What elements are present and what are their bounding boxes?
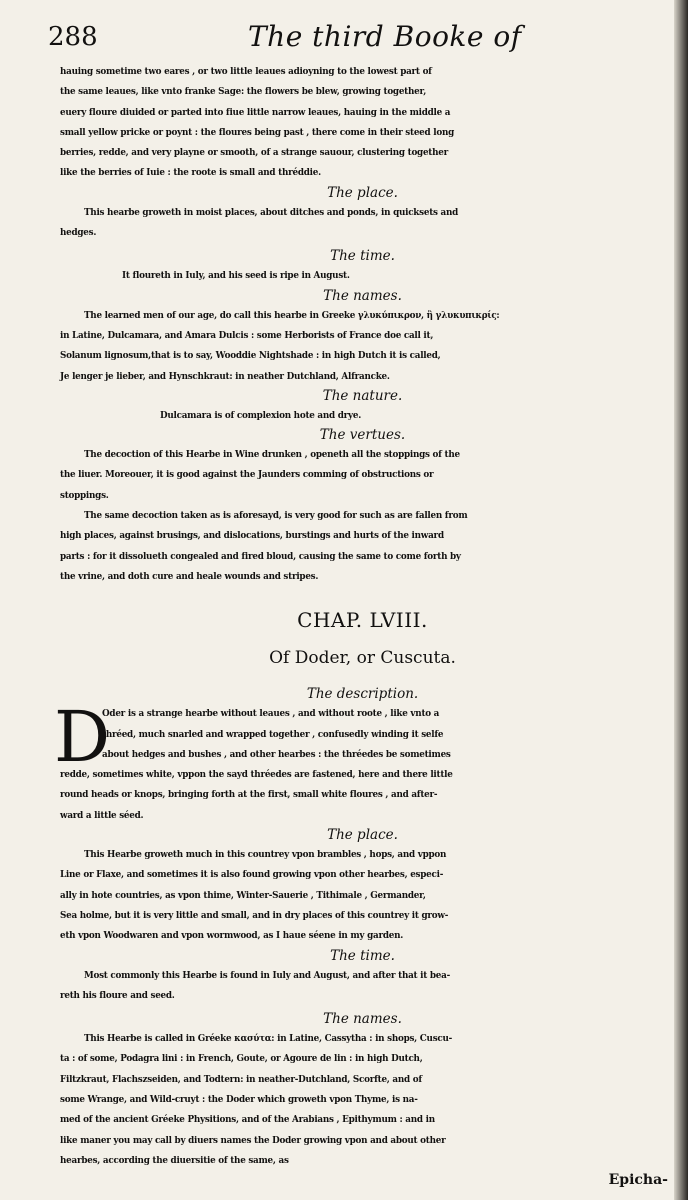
description-heading: The description. [306,686,419,703]
text-line: It floureth in Iuly, and his seed is ripe in August. [122,271,350,282]
text-line: thréed, much snarled and wrapped together , confusedly winding it selfe [102,729,444,740]
text-line: hearbes, according the diuersitie of the same, as [60,1155,289,1166]
text-line: Sea holme, but it is very little and small, and in dry places of this countrey it grow- [60,910,449,921]
text-line: The decoction of this Hearbe in Wine drunken , openeth all the stoppings of the [84,450,460,461]
text-line: the liuer. Moreouer, it is good against the Jaunders comming of obstructions or [60,470,434,481]
drop-cap: D [54,696,111,779]
running-header [48,20,658,54]
text-line: parts : for it dissolueth congealed and fired bloud, causing the same to come forth by [60,551,461,562]
text-line: The learned men of our age, do call this hearbe in Greeke γλυκύπικρον, ἢ γλυκυπικρίς: [84,310,500,321]
running-title: The third Booke of [248,20,522,53]
text-line: ward a little séed. [60,810,144,821]
text-line: Line or Flaxe, and sometimes it is also found growing vpon other hearbes, especi- [60,870,444,881]
text-line: This hearbe groweth in moist places, about ditches and ponds, in quicksets and [84,207,459,218]
text-line: hauing sometime two eares , or two little leaues adioyning to the lowest part of [60,67,432,77]
page-number: 288 [48,22,98,52]
time-heading: The time. [330,248,395,265]
text-line: some Wrange, and Wild-cruyt : the Doder which groweth vpon Thyme, is na- [60,1094,418,1105]
text-line: about hedges and bushes , and other hearbes : the thréedes be sometimes [102,749,451,760]
text-line: like maner you may call by diuers names the Doder growing vpon and about other [60,1135,446,1146]
page-edge-shadow [674,0,688,1200]
text-line: This Hearbe groweth much in this countrey vpon brambles , hops, and vppon [84,850,447,861]
text-line: the same leaues, like vnto franke Sage: the flowers be blew, growing together, [60,87,427,98]
text-line: stoppings. [60,490,109,501]
text-line: Oder is a strange hearbe without leaues , and without roote , like vnto a [102,709,440,720]
text-line: This Hearbe is called in Gréeke κασύτα: in Latine, Cassytha : in shops, Cuscu- [84,1034,453,1045]
text-line: small yellow pricke or poynt : the floures being past , there come in their steed long [60,127,454,138]
text-line: Dulcamara is of complexion hote and drye. [160,410,362,421]
description-paragraph [54,696,665,826]
text-line: round heads or knops, bringing forth at the first, small white floures , and after- [60,790,438,801]
text-line: berries, redde, and very playne or smooth, of a strange sauour, clustering together [60,148,448,159]
names-heading: The names. [323,287,402,304]
chapter-heading: CHAP. LVIII. [297,608,428,633]
text-line: Most commonly this Hearbe is found in Iuly and August, and after that it bea- [84,970,450,981]
text-line: ta : of some, Podagra lini : in French, Goute, or Agoure de lin : in high Dutch, [60,1054,423,1065]
text-line: like the berries of Iuie : the roote is small and thréddie. [60,168,321,179]
text-line: reth his floure and seed. [60,990,175,1001]
text-line: in Latine, Dulcamara, and Amara Dulcis : some Herborists of France doe call it, [60,330,434,341]
catchword: Epicha- [608,1172,668,1188]
names-heading: The names. [323,1011,402,1028]
text-line: Solanum lignosum,that is to say, Wooddie Nightshade : in high Dutch it is called, [60,351,441,362]
text-line: euery floure diuided or parted into fiue little narrow leaues, hauing in the middle a [60,107,451,118]
nature-heading: The nature. [322,387,403,404]
text-line: The same decoction taken as is aforesayd, is very good for such as are fallen from [84,511,468,522]
text-line: Filtzkraut, Flachszseiden, and Todtern: in neather-Dutchland, Scorfte, and of [60,1074,422,1085]
text-line: eth vpon Woodwaren and vpon wormwood, as I haue séene in my garden. [60,931,404,942]
text-line: ally in hote countries, as vpon thime, Winter-Sauerie , Tithimale , Germander, [60,890,426,901]
text-line: the vrine, and doth cure and heale wounds and stripes. [60,571,319,582]
place-heading: The place. [327,184,398,201]
chapter-title: Of Doder, or Cuscuta. [269,648,456,669]
text-line: high places, against brusings, and dislocations, burstings and hurts of the inward [60,531,444,542]
text-line: redde, sometimes white, vppon the sayd thréedes are fastened, here and there little [60,770,453,781]
time-heading: The time. [330,947,395,964]
text-line: Je lenger je lieber, and Hynschkraut: in neather Dutchland, Alfrancke. [60,371,390,382]
text-line: hedges. [60,228,97,239]
vertues-heading: The vertues. [319,427,406,444]
text-line: med of the ancient Gréeke Physitions, and of the Arabians , Epithymum : and in [60,1115,435,1126]
place-heading: The place. [327,827,398,844]
text-body [54,62,665,1171]
